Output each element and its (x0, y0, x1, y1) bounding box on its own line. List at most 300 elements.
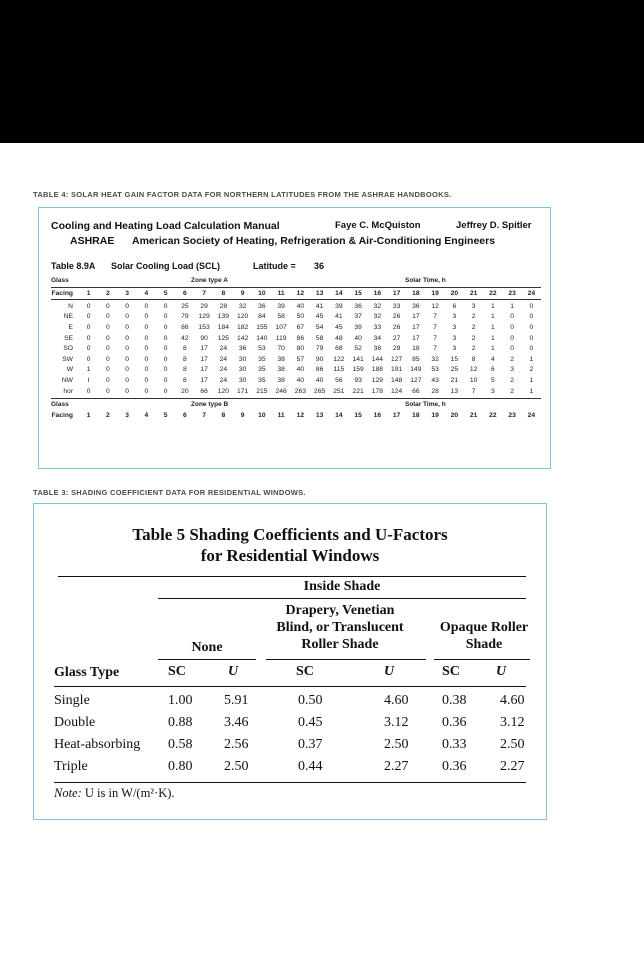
scl-value-cell: 66 (200, 387, 208, 395)
opaque-sc-cell: 0.36 (442, 759, 467, 774)
glass-type-cell: Triple (54, 759, 88, 774)
scl-value-cell: 122 (333, 355, 345, 363)
scl-value-cell: 6 (452, 302, 457, 310)
scl-value-cell: 20 (181, 387, 189, 395)
scl-value-cell: 0 (144, 387, 149, 395)
title-line-2: for Residential Windows (200, 546, 380, 565)
scl-value-cell: 142 (237, 334, 249, 342)
header-rule-2 (51, 299, 541, 300)
scl-value-cell: 25 (450, 366, 459, 374)
scl-value-cell: 7 (433, 313, 437, 321)
scl-value-cell: 24 (219, 366, 228, 374)
scl-value-cell: 0 (106, 355, 110, 363)
solar-time-label-b: Solar Time, h (405, 401, 446, 408)
none-sc-cell: 1.00 (168, 693, 193, 708)
scl-value-cell: 182 (237, 323, 249, 331)
zone-a-label: Zone type A (191, 277, 228, 284)
scl-value-cell: 4 (491, 355, 495, 363)
scl-value-cell: 40 (296, 366, 305, 374)
facing-cell: NW (61, 376, 73, 384)
scl-value-cell: 7 (433, 345, 437, 353)
scl-value-cell: 0 (86, 387, 91, 395)
drapery-u-cell: 4.60 (384, 693, 409, 708)
scl-value-cell: 67 (296, 323, 305, 331)
scl-value-cell: 115 (333, 366, 345, 374)
title-rule (58, 576, 526, 577)
table-row (51, 312, 541, 323)
scl-value-cell: 144 (371, 355, 383, 363)
hour-cell: 17 (392, 411, 401, 419)
note-label: Note: (54, 786, 82, 800)
scl-value-cell: 184 (217, 323, 229, 331)
scl-value-cell: 34 (373, 334, 382, 342)
scl-value-cell: 35 (258, 366, 266, 374)
scl-value-cell: 58 (315, 334, 324, 342)
scl-value-cell: 0 (125, 366, 129, 374)
scl-value-cell: 0 (163, 345, 168, 353)
scl-value-cell: 120 (237, 313, 249, 321)
glass-type-header: Glass Type (54, 665, 120, 680)
scl-value-cell: 0 (125, 345, 129, 353)
none-u-cell: 2.56 (224, 737, 249, 752)
scl-value-cell: 127 (410, 376, 422, 384)
table-row (54, 715, 534, 737)
hour-cell: 18 (412, 289, 420, 297)
facing-cell: hor (63, 387, 73, 395)
scl-value-cell: 53 (258, 345, 266, 353)
scl-value-cell: 7 (433, 323, 437, 331)
author-spitler: Jeffrey D. Spitler (456, 220, 532, 231)
table-row (51, 333, 541, 344)
title-line-1: Table 5 Shading Coefficients and U-Factors (132, 525, 448, 544)
drapery-sc-cell: 0.44 (298, 759, 323, 774)
none-u-cell: 2.50 (224, 759, 249, 774)
latitude-value: 36 (314, 261, 325, 271)
scl-value-cell: 2 (529, 366, 534, 374)
scl-value-cell: 1 (529, 376, 534, 384)
scl-value-cell: 3 (452, 313, 457, 321)
author-mcquiston: Faye C. McQuiston (335, 220, 421, 231)
scl-value-cell: 86 (181, 323, 189, 331)
scl-value-cell: 0 (125, 387, 129, 395)
scl-value-cell: 0 (106, 313, 110, 321)
table-row (54, 693, 534, 715)
facing-cell: SW (62, 355, 73, 363)
scl-value-cell: 54 (315, 323, 324, 331)
scl-value-cell: 2 (510, 376, 514, 384)
opaque-line-1: Opaque Roller (439, 620, 529, 635)
scl-value-cell: 12 (431, 302, 439, 310)
scl-value-cell: 0 (86, 323, 91, 331)
scl-value-cell: 17 (200, 366, 208, 374)
hour-cell: 20 (450, 289, 459, 297)
hour-cell: 2 (106, 411, 110, 419)
scl-value-cell: 86 (296, 334, 305, 342)
scl-value-cell: 0 (86, 302, 91, 310)
glass-type-cell: Single (54, 693, 90, 708)
scl-value-cell: 120 (217, 387, 229, 395)
scl-value-cell: 0 (510, 323, 514, 331)
drapery-line-2: Blind, or Translucent (276, 620, 404, 635)
scl-value-cell: 159 (352, 366, 364, 374)
scl-value-cell: 0 (125, 302, 129, 310)
u-header-drapery: U (384, 664, 395, 679)
scl-value-cell: 0 (86, 345, 91, 353)
hour-cell: 3 (125, 289, 129, 297)
scl-value-cell: 2 (510, 355, 514, 363)
glass-label-b: Glass (51, 401, 69, 408)
hour-cell: 23 (508, 289, 516, 297)
scl-value-cell: 141 (352, 355, 364, 363)
scl-value-cell: 246 (275, 387, 287, 395)
scl-value-cell: 39 (335, 302, 343, 310)
scl-value-cell: 0 (106, 366, 110, 374)
scl-value-cell: 263 (294, 387, 306, 395)
scl-value-cell: 32 (238, 302, 247, 310)
table-row (54, 737, 534, 759)
body-bottom-rule (54, 782, 526, 783)
scl-value-cell: 2 (471, 334, 476, 342)
scl-value-cell: 10 (469, 376, 478, 384)
scl-value-cell: 3 (452, 345, 457, 353)
glass-type-cell: Double (54, 715, 96, 730)
scl-value-cell: 0 (106, 323, 110, 331)
scl-value-cell: 48 (335, 334, 343, 342)
inside-shade-rule (158, 598, 526, 599)
scl-value-cell: 21 (450, 376, 459, 384)
hour-cell: 15 (354, 411, 362, 419)
hour-cell: 5 (163, 411, 168, 419)
scl-value-cell: 0 (144, 345, 149, 353)
scl-value-cell: 45 (315, 313, 324, 321)
none-u-cell: 3.46 (224, 715, 249, 730)
scl-value-cell: 28 (219, 302, 228, 310)
scl-value-cell: 32 (373, 302, 382, 310)
inside-shade-header: Inside Shade (303, 579, 381, 594)
scl-value-cell: 0 (144, 376, 149, 384)
scl-value-cell: 18 (412, 345, 420, 353)
table-name: Solar Cooling Load (SCL) (111, 261, 220, 271)
scl-value-cell: 2 (471, 313, 476, 321)
scl-value-cell: 0 (125, 313, 129, 321)
scl-value-cell: 7 (471, 387, 476, 395)
scl-value-cell: 2 (471, 345, 476, 353)
scl-value-cell: 17 (200, 355, 208, 363)
hour-cell: 9 (240, 411, 245, 419)
hour-cell: 12 (296, 411, 305, 419)
none-sc-cell: 0.58 (168, 737, 193, 752)
hour-cell: 9 (240, 289, 245, 297)
scl-value-cell: 32 (431, 355, 439, 363)
scl-value-cell: 265 (314, 387, 326, 395)
scl-value-cell: 79 (315, 345, 324, 353)
scl-value-cell: 17 (412, 334, 420, 342)
scl-value-cell: 0 (163, 376, 168, 384)
scl-value-cell: 90 (200, 334, 208, 342)
hour-cell: 21 (469, 411, 478, 419)
scl-value-cell: 0 (163, 302, 168, 310)
scl-value-cell: 0 (86, 355, 91, 363)
scl-value-cell: 3 (491, 387, 495, 395)
top-black-bar (0, 0, 644, 143)
shading-table-frame (33, 503, 547, 820)
header-bottom-rule (54, 686, 526, 687)
hour-cell: 20 (450, 411, 459, 419)
hour-cell: 22 (489, 411, 497, 419)
none-rule (158, 659, 256, 660)
scl-value-cell: 0 (125, 334, 129, 342)
hour-cell: 22 (489, 289, 497, 297)
scl-value-cell: 3 (471, 302, 476, 310)
scl-value-cell: 6 (491, 366, 495, 374)
scl-value-cell: 30 (238, 376, 247, 384)
facing-label: Facing (51, 289, 73, 297)
scl-value-cell: 155 (256, 323, 268, 331)
scl-value-cell: 41 (335, 313, 343, 321)
scl-value-cell: 29 (200, 302, 208, 310)
table-row (51, 301, 541, 312)
scl-value-cell: 2 (510, 387, 514, 395)
scl-value-cell: 24 (219, 345, 228, 353)
scl-value-cell: 30 (238, 366, 247, 374)
scl-value-cell: 39 (277, 302, 285, 310)
latitude-label: Latitude = (253, 261, 296, 271)
drapery-rule (266, 659, 426, 660)
scl-value-cell: 93 (354, 376, 362, 384)
scl-value-cell: 1 (529, 355, 534, 363)
scl-value-cell: 84 (258, 313, 266, 321)
scl-value-cell: 5 (491, 376, 495, 384)
scl-value-cell: 41 (315, 302, 324, 310)
hour-cell: 24 (527, 289, 536, 297)
scl-value-cell: 17 (200, 345, 208, 353)
scl-value-cell: 0 (144, 323, 149, 331)
scl-value-cell: 37 (354, 313, 362, 321)
scl-value-cell: 36 (238, 345, 247, 353)
hour-cell: 19 (431, 411, 439, 419)
scl-value-cell: 0 (529, 345, 534, 353)
hour-cell: 4 (144, 289, 149, 297)
opaque-rule (434, 659, 530, 660)
scl-value-cell: 3 (510, 366, 514, 374)
facing-cell: NE (63, 313, 73, 321)
scl-value-cell: 45 (335, 323, 343, 331)
scl-value-cell: 38 (373, 345, 382, 353)
drapery-header (256, 602, 424, 653)
table-row (51, 375, 541, 386)
scl-value-cell: 0 (529, 334, 534, 342)
sc-header-opaque: SC (442, 664, 460, 679)
u-header-opaque: U (496, 664, 507, 679)
scl-value-cell: 79 (181, 313, 189, 321)
scl-value-cell: 8 (471, 355, 476, 363)
scl-value-cell: 0 (144, 355, 149, 363)
note-text: U is in W/(m²·K). (84, 786, 175, 800)
scl-value-cell: 17 (412, 313, 420, 321)
scl-value-cell: 0 (529, 302, 534, 310)
scl-value-cell: 148 (391, 376, 403, 384)
none-sc-cell: 0.88 (168, 715, 193, 730)
scl-value-cell: 35 (258, 355, 266, 363)
scl-value-cell: 215 (256, 387, 268, 395)
hour-cell: 21 (469, 289, 478, 297)
scl-value-cell: 1 (491, 302, 495, 310)
scl-value-cell: 13 (450, 387, 459, 395)
hour-header-row (51, 288, 541, 299)
table-row (51, 322, 541, 333)
scl-value-cell: 90 (315, 355, 324, 363)
scl-value-cell: 30 (238, 355, 247, 363)
scl-value-cell: 8 (183, 345, 187, 353)
drapery-sc-cell: 0.37 (298, 737, 323, 752)
scl-value-cell: 140 (256, 334, 268, 342)
scl-value-cell: 0 (163, 355, 168, 363)
scl-value-cell: 12 (469, 366, 478, 374)
scl-value-cell: 26 (392, 313, 401, 321)
none-header: None (191, 640, 223, 655)
facing-cell: SO (63, 345, 73, 353)
scl-value-cell: 0 (125, 355, 129, 363)
scl-value-cell: 0 (163, 313, 168, 321)
scl-value-cell: 129 (198, 313, 210, 321)
scl-value-cell: 27 (392, 334, 401, 342)
scl-value-cell: 8 (183, 355, 187, 363)
facing-cell: E (68, 323, 73, 331)
table-row (51, 365, 541, 376)
scl-value-cell: 70 (277, 345, 285, 353)
facing-label-b: Facing (51, 411, 73, 419)
shading-table-title (34, 524, 546, 566)
scl-value-cell: 0 (86, 313, 91, 321)
opaque-sc-cell: 0.38 (442, 693, 467, 708)
scl-value-cell: 36 (258, 302, 266, 310)
scl-value-cell: 3 (452, 334, 457, 342)
scl-value-cell: 29 (392, 345, 401, 353)
sc-header-none: SC (168, 664, 186, 679)
hour-cell: 13 (315, 289, 324, 297)
scl-value-cell: 0 (510, 334, 514, 342)
scl-value-cell: 36 (412, 302, 420, 310)
table-note (54, 786, 175, 801)
bottom-rule (51, 398, 541, 399)
scl-value-cell: 1 (510, 302, 514, 310)
scl-value-cell: 0 (144, 366, 149, 374)
facing-cell: W (66, 366, 73, 374)
org-short: ASHRAE (70, 235, 115, 247)
opaque-u-cell: 3.12 (500, 715, 525, 730)
glass-label: Glass (51, 277, 69, 284)
scl-value-cell: 1 (491, 345, 495, 353)
scl-value-cell: 8 (183, 376, 187, 384)
opaque-sc-cell: 0.33 (442, 737, 467, 752)
facing-cell: SE (64, 334, 73, 342)
hour-cell: 5 (163, 289, 168, 297)
scl-value-cell: 24 (219, 355, 228, 363)
hour-cell: 10 (258, 289, 266, 297)
scl-value-cell: 178 (371, 387, 383, 395)
scl-value-cell: 1 (491, 334, 495, 342)
table4-caption: TABLE 4: SOLAR HEAT GAIN FACTOR DATA FOR NORTHERN LATITUDES FROM THE ASHRAE HANDBOOKS. (33, 190, 452, 199)
hour-cell: 16 (373, 289, 382, 297)
scl-value-cell: 153 (198, 323, 210, 331)
scl-value-cell: 139 (217, 313, 229, 321)
opaque-header (426, 619, 542, 653)
opaque-u-cell: 2.50 (500, 737, 525, 752)
scl-value-cell: 17 (412, 323, 420, 331)
scl-value-cell: 1 (491, 323, 495, 331)
hour-cell: 6 (183, 411, 187, 419)
table-row (54, 759, 534, 781)
hour-cell: 12 (296, 289, 305, 297)
scl-value-cell: 0 (125, 376, 129, 384)
hour-cell: 7 (202, 289, 206, 297)
scl-value-cell: 0 (106, 376, 110, 384)
drapery-line-1: Drapery, Venetian (285, 603, 395, 618)
scl-value-cell: 0 (106, 334, 110, 342)
drapery-sc-cell: 0.45 (298, 715, 323, 730)
scl-value-cell: 58 (277, 313, 285, 321)
hour-cell: 18 (412, 411, 420, 419)
scl-value-cell: 119 (275, 334, 287, 342)
scl-value-cell: 68 (335, 345, 343, 353)
scl-value-cell: 50 (296, 313, 305, 321)
scl-value-cell: 40 (296, 376, 305, 384)
hour-cell: 14 (335, 411, 343, 419)
scl-value-cell: 38 (277, 366, 285, 374)
scl-data-rows (51, 301, 541, 396)
scl-value-cell: 26 (392, 323, 401, 331)
table-row (51, 343, 541, 354)
hour-cell: 1 (86, 289, 91, 297)
scl-value-cell: 251 (333, 387, 345, 395)
hour-cell: 13 (315, 411, 324, 419)
drapery-u-cell: 3.12 (384, 715, 409, 730)
scl-value-cell: 0 (529, 313, 534, 321)
scl-value-cell: 8 (183, 366, 187, 374)
hour-cell: 19 (431, 289, 439, 297)
hour-cell: 3 (125, 411, 129, 419)
scl-value-cell: 1 (491, 313, 495, 321)
scl-value-cell: 0 (510, 313, 514, 321)
scl-value-cell: 35 (258, 376, 266, 384)
hour-cell: 15 (354, 289, 362, 297)
scl-value-cell: 125 (217, 334, 229, 342)
scl-value-cell: 221 (352, 387, 364, 395)
hour-cell: 6 (183, 289, 187, 297)
hour-cell: 1 (86, 411, 91, 419)
hour-cell: 14 (335, 289, 343, 297)
hour-cell: 11 (277, 289, 285, 297)
scl-value-cell: 191 (391, 366, 403, 374)
scl-value-cell: 42 (181, 334, 189, 342)
hour-cell: 17 (392, 289, 401, 297)
opaque-sc-cell: 0.36 (442, 715, 467, 730)
scl-value-cell: 56 (335, 376, 343, 384)
scl-value-cell: 25 (181, 302, 189, 310)
scl-value-cell: 0 (144, 302, 149, 310)
drapery-sc-cell: 0.50 (298, 693, 323, 708)
scl-value-cell: I (87, 376, 90, 384)
scl-value-cell: 52 (354, 345, 362, 353)
scl-value-cell: 0 (125, 323, 129, 331)
scl-value-cell: 57 (296, 355, 305, 363)
scl-value-cell: 0 (86, 334, 91, 342)
opaque-u-cell: 2.27 (500, 759, 525, 774)
hour-cell: 7 (202, 411, 206, 419)
manual-title: Cooling and Heating Load Calculation Manual (51, 220, 280, 232)
hour-cell: 8 (221, 289, 226, 297)
scl-value-cell: 3 (452, 323, 457, 331)
